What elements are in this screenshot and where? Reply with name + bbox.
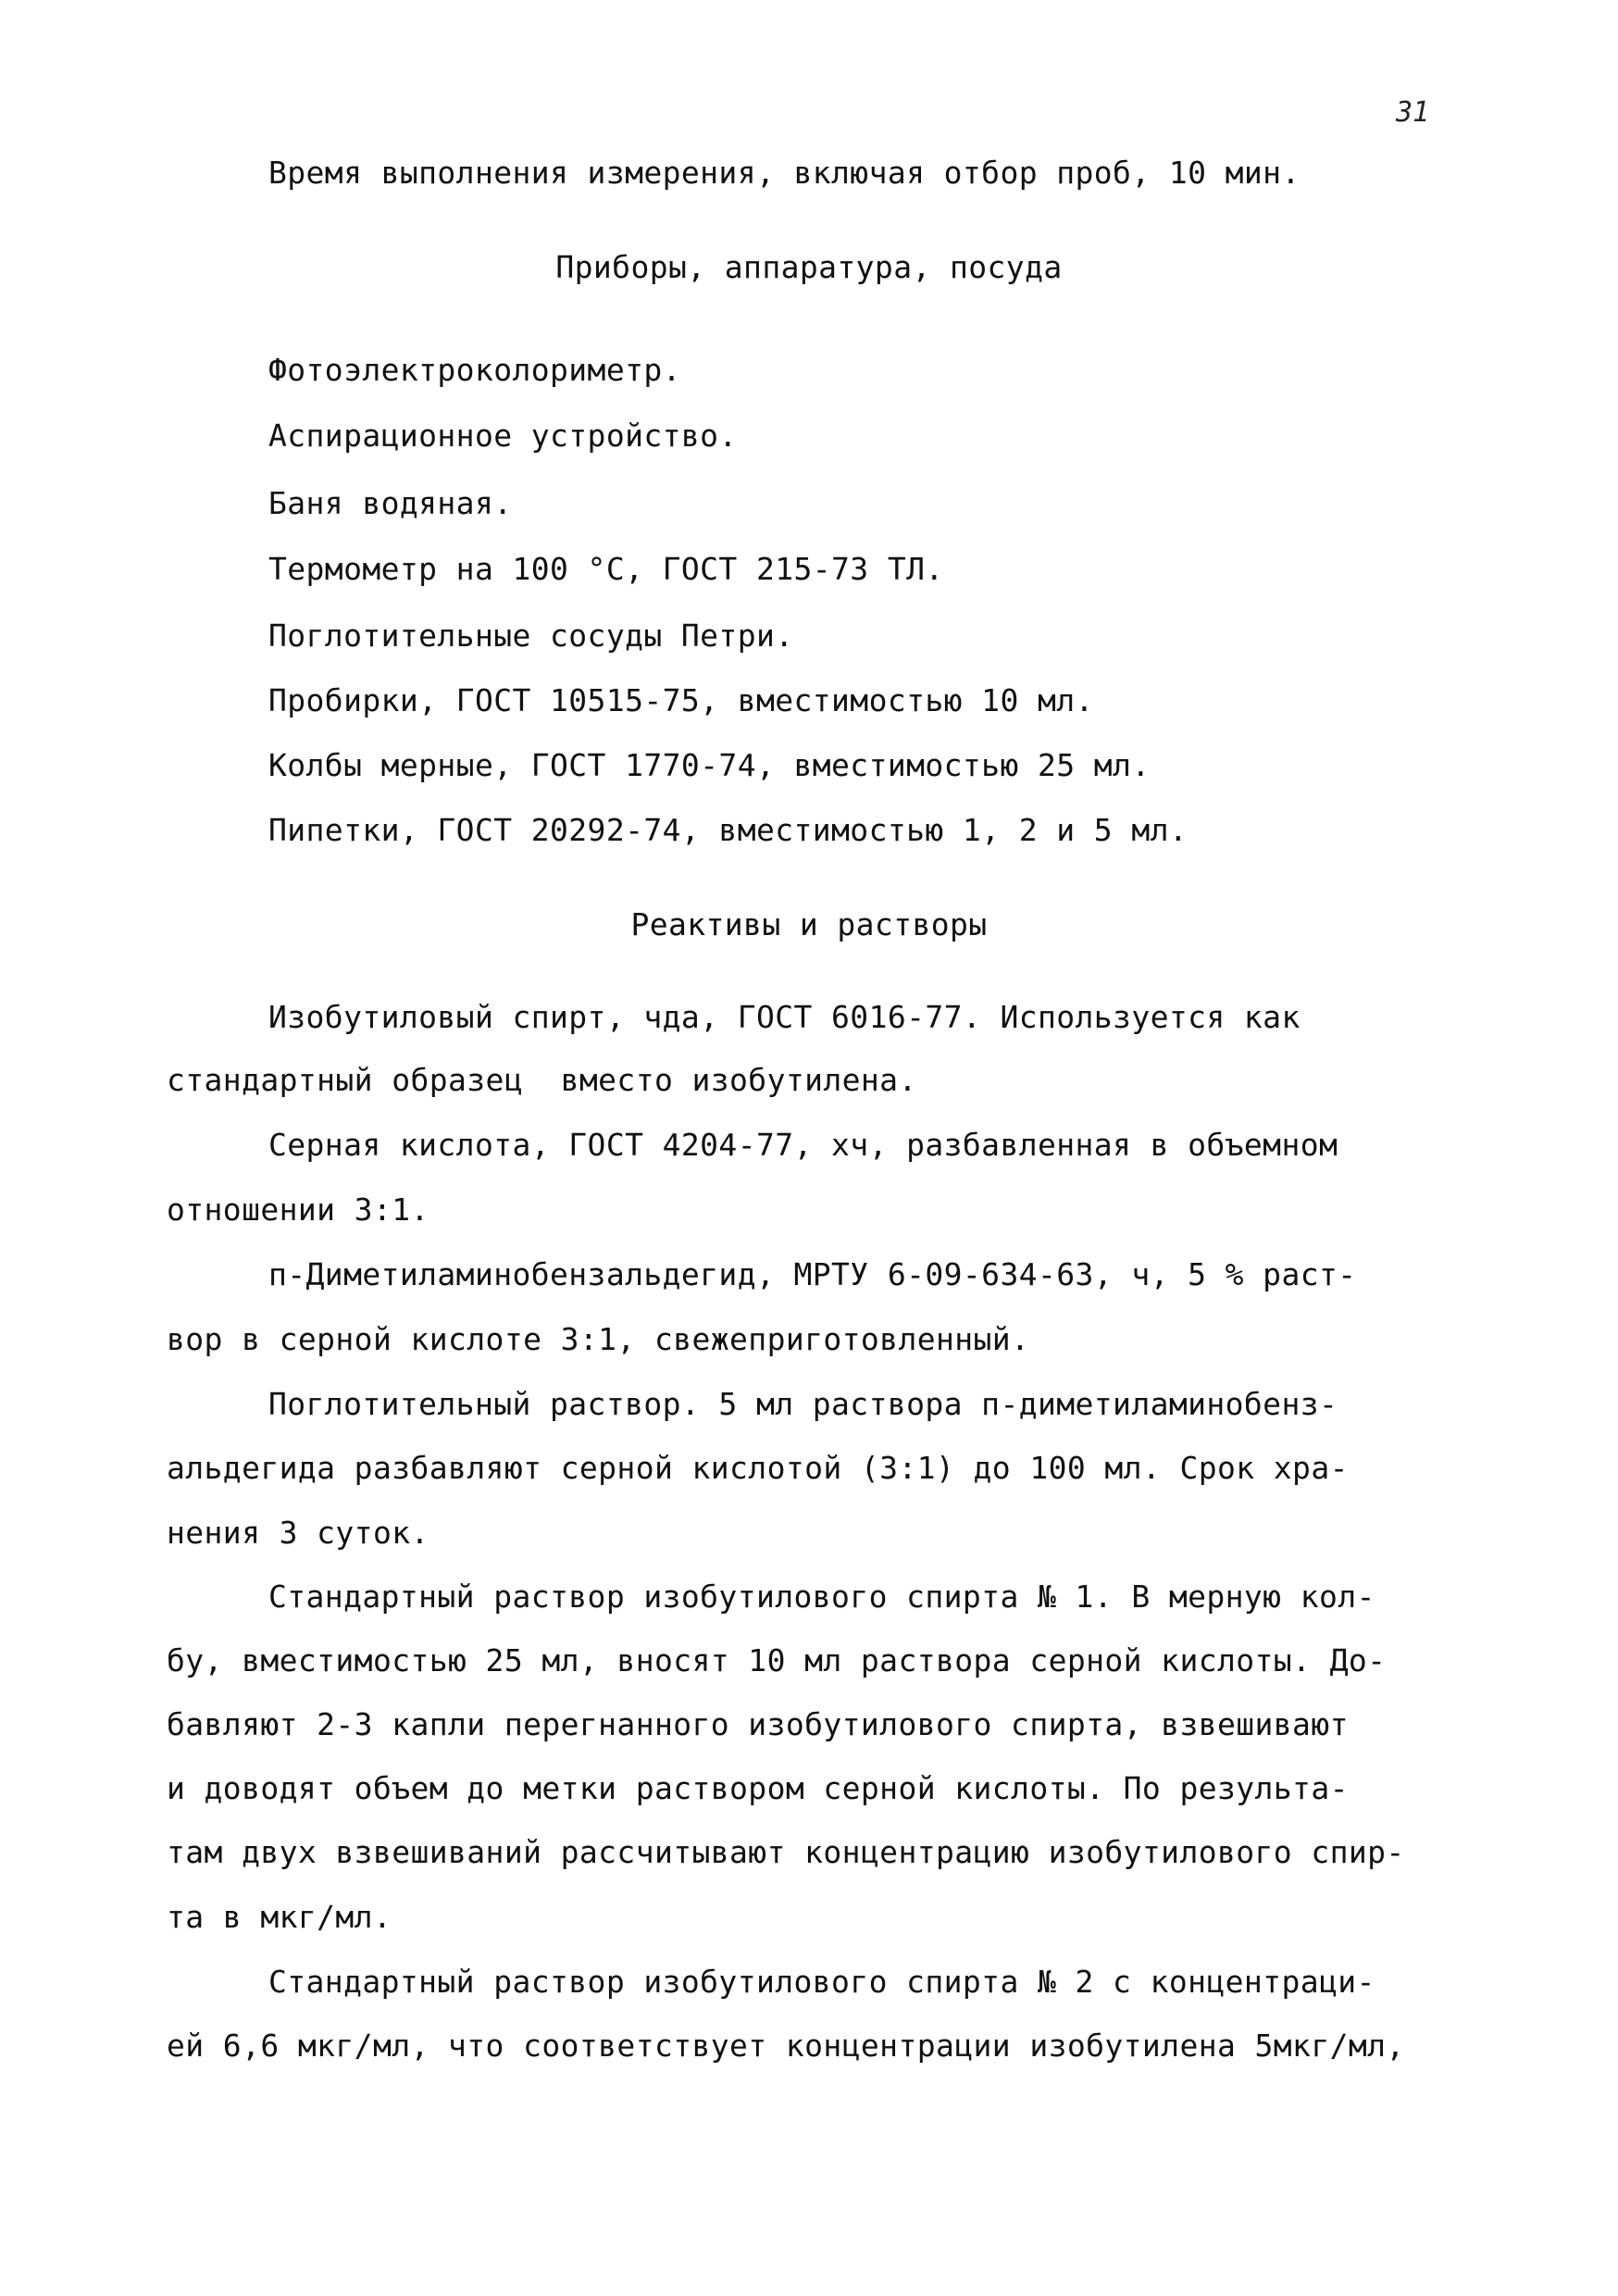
section-heading-equipment: Приборы, аппаратура, посуда [555,249,1063,285]
reagents-line: бавляют 2-3 капли перегнанного изобутилового спирта, взвешивают [167,1706,1349,1742]
reagents-line: Стандартный раствор изобутилового спирта № 1. В мерную кол- [268,1578,1375,1615]
equipment-item: Баня водяная. [268,485,513,521]
equipment-item: Колбы мерные, ГОСТ 1770-74, вместимостью 25 мл. [268,747,1151,783]
equipment-item: Термометр на 100 °С, ГОСТ 215-73 ТЛ. [268,551,944,587]
reagents-line: п-Диметиламинобензальдегид, МРТУ 6-09-634-63, ч, 5 % раст- [268,1256,1357,1292]
intro-text: Время выполнения измерения, включая отбор проб, 10 мин. [268,155,1301,191]
reagents-line: Серная кислота, ГОСТ 4204-77, хч, разбавленная в объемном [268,1127,1338,1163]
reagents-line: и доводят объем до метки раствором серной кислоты. По результа- [167,1770,1349,1806]
reagents-line: Стандартный раствор изобутилового спирта № 2 с концентраци- [268,1964,1375,2000]
equipment-item: Аспирационное устройство. [268,418,738,454]
reagents-line: бу, вместимостью 25 мл, вносят 10 мл раствора серной кислоты. До- [167,1642,1387,1678]
equipment-item: Поглотительные сосуды Петри. [268,618,794,654]
section-heading-reagents: Реактивы и растворы [630,906,988,942]
reagents-line: вор в серной кислоте 3:1, свежеприготовленный. [167,1321,1030,1357]
equipment-item: Пробирки, ГОСТ 10515-75, вместимостью 10 мл. [268,682,1094,718]
reagents-line: та в мкг/мл. [167,1899,392,1935]
reagents-line: Изобутиловый спирт, чда, ГОСТ 6016-77. Используется как [268,999,1301,1035]
reagents-line: альдегида разбавляют серной кислотой (3:1) до 100 мл. Срок хра- [167,1450,1349,1486]
reagents-line: там двух взвешиваний рассчитывают концентрацию изобутилового спир- [167,1834,1405,1870]
reagents-line: нения 3 суток. [167,1515,429,1551]
page-number: 31 [1396,96,1430,129]
equipment-item: Пипетки, ГОСТ 20292-74, вместимостью 1, 2 и 5 мл. [268,812,1189,848]
reagents-line: Поглотительный раствор. 5 мл раствора п-диметиламинобенз- [268,1386,1338,1422]
equipment-item: Фотоэлектроколориметр. [268,352,681,388]
reagents-line: отношении 3:1. [167,1192,429,1228]
reagents-line: ей 6,6 мкг/мл, что соответствует концентрации изобутилена 5мкг/мл, [167,2028,1405,2064]
reagents-line: стандартный образец вместо изобутилена. [167,1062,917,1098]
